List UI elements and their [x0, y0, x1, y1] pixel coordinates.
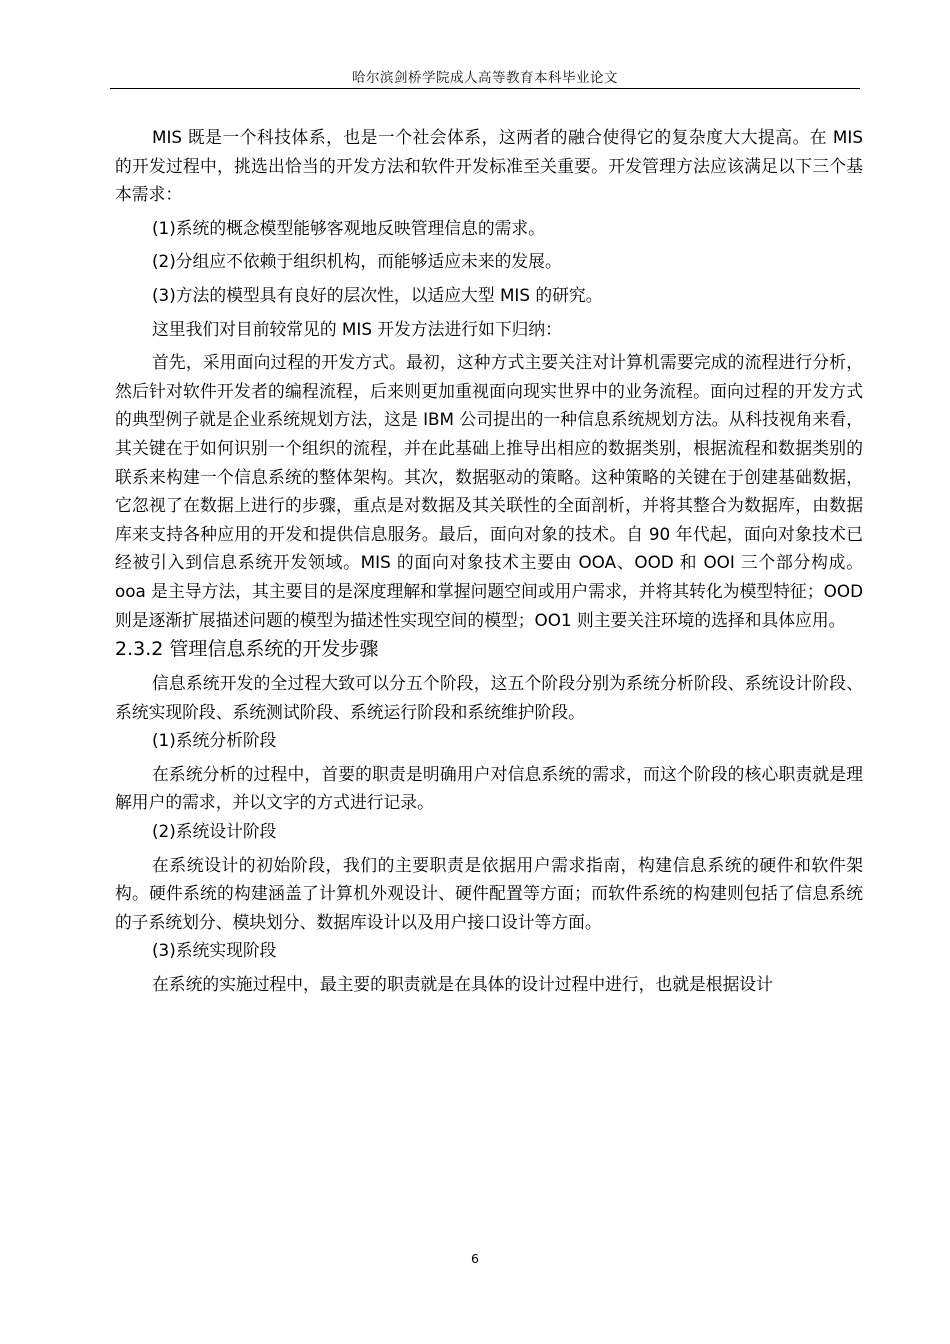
requirement-3: (3)方法的模型具有良好的层次性，以适应大型 MIS 的研究。 — [152, 284, 603, 305]
header-rule — [110, 88, 860, 89]
paragraph-stages-overview: 信息系统开发的全过程大致可以分五个阶段，这五个阶段分别为系统分析阶段、系统设计阶段、系统实现阶段、系统测试阶段、系统运行阶段和系统维护阶段。 — [115, 673, 863, 722]
paragraph-methods: 首先，采用面向过程的开发方式。最初，这种方式主要关注对计算机需要完成的流程进行分析，然后针对软件开发者的编程流程，后来则更加重视面向现实世界中的业务流程。面向过程的开发方式的典型例子就是企业系统规划方法，这是 IBM 公司提出的一种信息系统规划方法。从科技视角来看，其关键在于如何识别一个组织的流程，并在此基础上推导出相应的数据类别，根据流程和数据类别的联系来构建一个信息系统的整体架构。其次，数据驱动的策略。这种策略的关键在于创建基础数据，它忽视了在数据上进行的步骤，重点是对数据及其关联性的全面剖析，并将其整合为数据库，由数据库来支持各种应用的开发和提供信息服务。最后，面向对象的技术。自 90 年代起，面向对象技术已经被引入到信息系统开发领域。MIS 的面向对象技术主要由 OOA、OOD 和 OOI 三个部分构成。ooa 是主导方法，其主要目的是深度理解和掌握问题空间或用户需求，并将其转化为模型特征；OOD 则是逐渐扩展描述问题的模型为描述性实现空间的模型；OO1 则主要关注环境的选择和具体应用。 — [115, 352, 863, 630]
stage-1-title: (1)系统分析阶段 — [152, 730, 277, 751]
paragraph-mis-intro: MIS 既是一个科技体系，也是一个社会体系，这两者的融合使得它的复杂度大大提高。在 MIS 的开发过程中，挑选出恰当的开发方法和软件开发标准至关重要。开发管理方法应该满足以下三个基本需求： — [115, 127, 863, 205]
stage-3-title: (3)系统实现阶段 — [152, 940, 277, 961]
stage-1-text: 在系统分析的过程中，首要的职责是明确用户对信息系统的需求，而这个阶段的核心职责就是理解用户的需求，并以文字的方式进行记录。 — [115, 763, 863, 813]
stage-2-text: 在系统设计的初始阶段，我们的主要职责是依据用户需求指南，构建信息系统的硬件和软件架构。硬件系统的构建涵盖了计算机外观设计、硬件配置等方面；而软件系统的构建则包括了信息系统的子系统划分、模块划分、数据库设计以及用户接口设计等方面。 — [115, 854, 863, 932]
page-number: 6 — [471, 1251, 479, 1266]
paragraph-summary-intro: 这里我们对目前较常见的 MIS 开发方法进行如下归纳： — [152, 318, 562, 339]
stage-2-title: (2)系统设计阶段 — [152, 821, 277, 842]
requirement-1: (1)系统的概念模型能够客观地反映管理信息的需求。 — [152, 217, 545, 238]
running-header: 哈尔滨剑桥学院成人高等教育本科毕业论文 — [352, 70, 618, 86]
section-heading: 2.3.2 管理信息系统的开发步骤 — [115, 638, 379, 661]
stage-3-text: 在系统的实施过程中，最主要的职责就是在具体的设计过程中进行，也就是根据设计 — [152, 974, 773, 995]
document-body — [115, 123, 863, 999]
requirement-2: (2)分组应不依赖于组织机构，而能够适应未来的发展。 — [152, 251, 562, 272]
